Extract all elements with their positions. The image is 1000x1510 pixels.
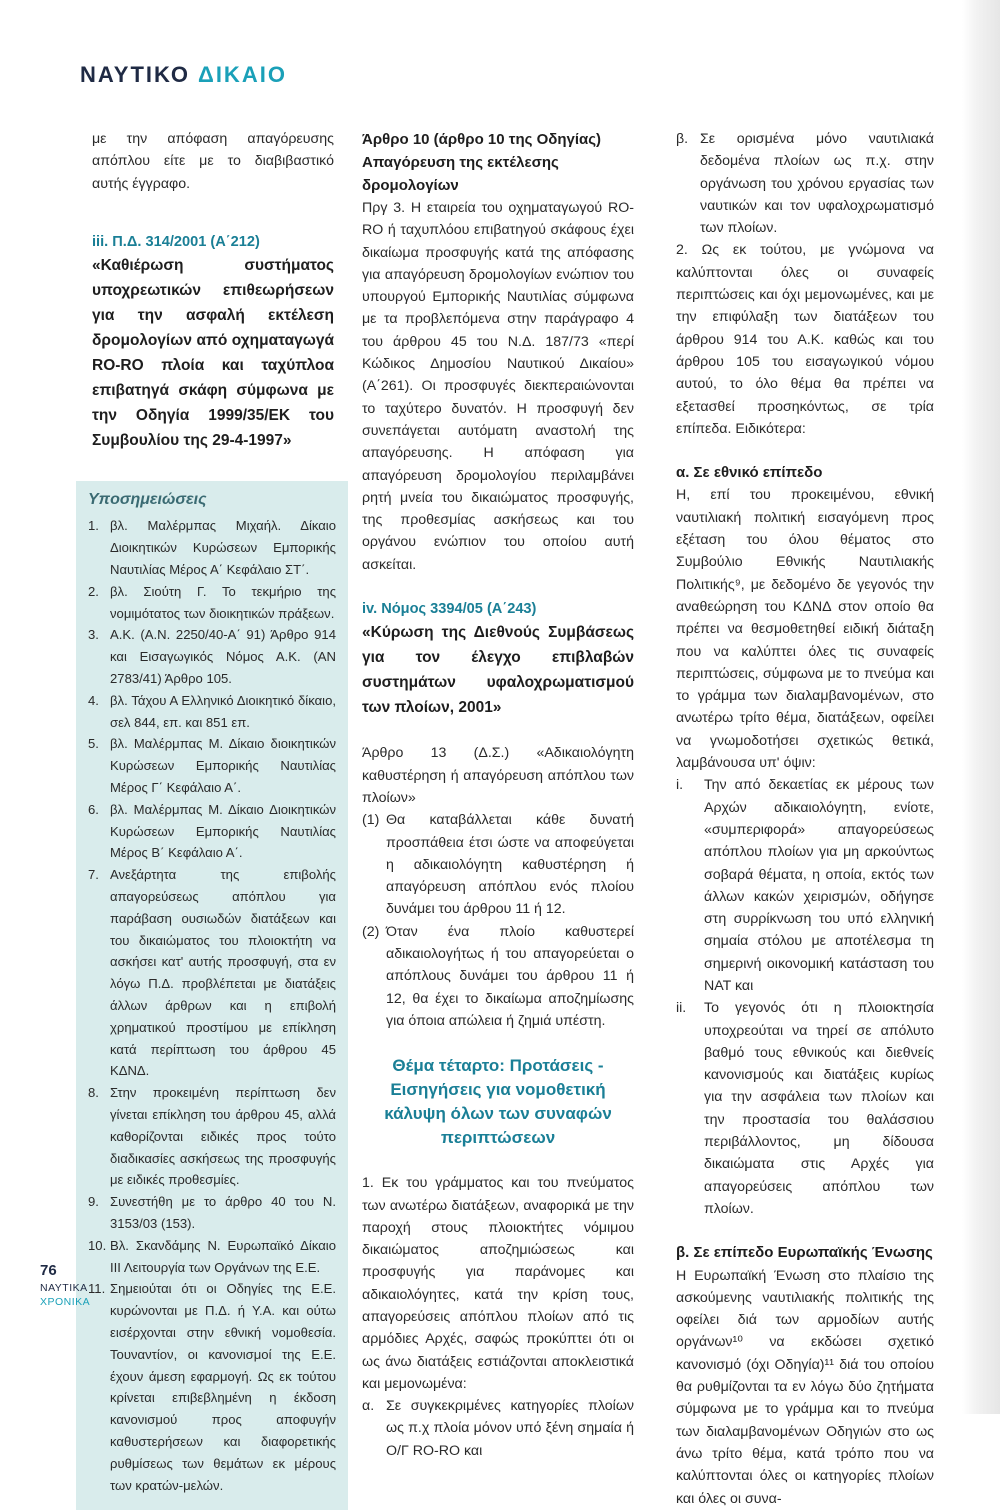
footnote-number: 4. (88, 692, 99, 708)
footnote-text: Βλ. Σκανδάμης Ν. Ευρωπαϊκό Δίκαιο ΙΙΙ Λειτουργία των Οργάνων της Ε.Ε. (110, 1237, 336, 1275)
footnote-item (88, 1278, 336, 1496)
subsection-body-national: Η, επί του προκειμένου, εθνική ναυτιλιακή πολιτική εισαγόμενη προς εξέταση του όλου θέματος στο Συμβούλιο Εθνικής Ναυτιλιακής Πολιτικής⁹, με δεδομένο δε γεγονός την αναθεώρηση του ΚΔΝΔ στον οποίο θα πρέπει να θεσμοθετηθεί ειδική διάταξη που να καλύπτει όλες τις συναφείς περιπτώσεις, σύμφωνα με το πνεύμα και το γράμμα των διαλαμβανομένων, στο ανωτέρω τρίτο θέμα, διατάξεων, οφείλει να γνωμοδοτήσει σχετικώς θετικά, λαμβάνουσα υπ' όψιν: (676, 487, 934, 772)
footnote-text: βλ. Μαλέρμπας Μιχαήλ. Δίκαιο Διοικητικών Κυρώσεων Εμπορικής Ναυτιλίας Μέρος Α΄ Κεφάλαιο ΣΤ΄. (110, 518, 336, 578)
footnote-number: 1. (88, 518, 99, 534)
item-marker: β. (676, 131, 689, 147)
footnote-item (88, 1082, 336, 1191)
footnote-item (88, 515, 336, 580)
footnote-item (88, 864, 336, 1082)
intro-paragraph: με την απόφαση απαγόρευσης απόπλου είτε με το διαβιβαστικό αυτής έγγραφο. (92, 131, 334, 192)
item-text: Το γεγονός ότι η πλοιοκτησία υποχρεούται να τηρεί σε απόλυτο βαθμό τους εθνικούς και διεθνείς κανονισμούς και διατάξεις κυρίως για την ασφάλεια των πλοίων και την προστασία του θαλάσσιου περιβάλλοντος, μη δίδουσα δικαιώματα στις Αρχές για απαγορεύσεις απόπλου των πλοίων. (704, 1000, 934, 1217)
section-heading: Θέμα τέταρτο: Προτάσεις - Εισηγήσεις για νομοθετική κάλυψη όλων των συναφών περιπτώσεων (384, 1056, 612, 1148)
magazine-name-line-2: ΧΡΟΝΙΚΑ (40, 1296, 91, 1308)
law-title: «Καθιέρωση συστήματος υποχρεωτικών επιθεωρήσεων για την ασφαλή εκτέλεση δρομολογίων από οχηματαγωγά RO-RO πλοία και ταχύπλοα επιβατηγά σκάφη σύμφωνα με την Οδηγία 1999/35/ΕΚ του Συμβουλίου της 29-4-1997» (92, 257, 334, 450)
footnotes-box (76, 481, 348, 1510)
item-text: Σε συγκεκριμένες κατηγορίες πλοίων ως π.χ πλοία μόνον υπό ξένη σημαία ή Ο/Γ RO-RO και (386, 1398, 634, 1459)
item-marker: (2) (362, 923, 380, 940)
footnote-text: βλ. Μαλέρμπας Μ. Δίκαιο διοικητικών Κυρώσεων Εμπορικής Ναυτιλίας Μέρος Γ΄ Κεφάλαιο Α΄. (110, 736, 336, 796)
footnote-text: Σημειούται ότι οι Οδηγίες της Ε.Ε. κυρώνονται με Π.Δ. ή Υ.Α. και ούτω εισέρχονται στην εθνική νομοθεσία. Τουναντίον, οι κανονισμοί της Ε.Ε. έχουν άμεση εφαρμογή. Ως εκ τούτου κρίνεται επιβεβλημένη η έκδοση κανονισμού προς αποφυγήν καθυστερήσεων και διαφορετικής ρυθμίσεως των θεμάτων εκ μέρους των κρατών-μελών. (110, 1281, 336, 1493)
item-text: Θα καταβάλλεται κάθε δυνατή προσπάθεια έτσι ώστε να αποφεύγεται η αδικαιολόγητη καθυστέρηση ή απαγόρευση απόπλου ενός πλοίου δυνάμει του άρθρου 11 ή 12. (386, 812, 634, 918)
footnote-number: 5. (88, 736, 99, 752)
section-paragraph: 2. Ως εκ τούτου, με γνώμονα να καλύπτονται όλες οι συναφείς περιπτώσεις και όχι μεμονωμένες, και με την επιφύλαξη των διατάξεων του άρθρου 914 του Α.Κ. καθώς και του άρθρου 105 του εισαγωγικού νόμου αυτού, το όλο θέμα θα πρέπει να εξετασθεί προσηκόντως, σε τρία επίπεδα. Ειδικότερα: (676, 242, 934, 437)
magazine-name-line-1: ΝΑΥΤΙΚΑ (40, 1282, 88, 1294)
list-item (676, 774, 934, 997)
footnote-text: βλ. Σιούτη Γ. Το τεκμήριο της νομιμότατος των διοικητικών πράξεων. (110, 583, 336, 621)
page-edge-shadow (962, 0, 1000, 1414)
item-marker: i. (676, 777, 684, 794)
page-header (80, 62, 287, 88)
article-13-heading: Άρθρο 13 (Δ.Σ.) «Αδικαιολόγητη καθυστέρηση ή απαγόρευση απόπλου των πλοίων» (362, 745, 634, 806)
footnote-item (88, 624, 336, 689)
item-marker: α. (362, 1398, 375, 1415)
page-number: 76 (40, 1262, 57, 1279)
footnote-item (88, 799, 336, 864)
subsection-body-eu: Η Ευρωπαϊκή Ένωση στο πλαίσιο της ασκούμενης ναυτιλιακής πολιτικής της οφείλει διά των αρμοδίων αυτής οργάνων¹⁰ να εκδώσει σχετικό κανονισμό (όχι Οδηγία)¹¹ διά του οποίου θα ρυθμίζονται τα εν λόγω δύο ζητήματα σύμφωνα με το γράμμα και το πνεύμα των διαλαμβανομένων Οδηγιών στο ως άνω τρίτο θέμα, κατά τρόπο που να καλύπτονται όλες οι κατηγορίες πλοίων και όλες οι συνα- (676, 1267, 934, 1507)
list-item (362, 1395, 634, 1462)
footnote-item (88, 1235, 336, 1279)
footnote-text: Α.Κ. (Α.Ν. 2250/40-Α΄ 91) Άρθρο 914 και Εισαγωγικός Νόμος Α.Κ. (ΑΝ 2783/41) Άρθρο 105. (110, 627, 336, 687)
item-text: Την από δεκαετίας εκ μέρους των Αρχών αδικαιολόγητη, ενίοτε, «συμπεριφορά» απαγορεύσεως απόπλου πλοίων για μη αρκούντως σοβαρά θέματα, η οποία, εκτός των άλλων κακών χειρισμών, οδήγησε στη συρρίκνωση του υπό ελληνική σημαία στόλου με αποτέλεσμα τη σημερινή οικονομική κατάσταση του ΝΑΤ και (704, 777, 934, 994)
article-10-heading: Άρθρο 10 (άρθρο 10 της Οδηγίας) Απαγόρευση της εκτέλεσης δρομολογίων (362, 131, 602, 194)
footnote-text: Ανεξάρτητα της επιβολής απαγορεύσεως απόπλου για παράβαση ουσιωδών διατάξεων και του δικαιώματος του πλοιοκτήτη να ασκήσει κατ' αυτής προσφυγή, στα εν λόγω Π.Δ. προβλέπεται με διατάξεις άλλων άρθρων και η επιβολή χρηματικού προστίμου με επίκληση κατά περίπτωση του άρθρου 45 ΚΔΝΔ. (110, 867, 336, 1079)
footnote-text: βλ. Τάχου Α Ελληνικό Διοικητικό δίκαιο, σελ 844, επ. και 851 επ. (110, 692, 336, 730)
footnote-item (88, 581, 336, 625)
item-text: Όταν ένα πλοίο καθυστερεί αδικαιολογήτως ή του απαγορεύεται ο απόπλους δυνάμει του άρθρου 11 ή 12, θα έχει το δικαίωμα αποζημίωσης για όποια απώλεια ή ζημιά υπέστη. (386, 923, 634, 1029)
list-item (676, 128, 934, 239)
footnote-number: 3. (88, 627, 99, 643)
footnote-text: Συνεστήθη με το άρθρο 40 του Ν. 3153/03 (153). (110, 1194, 336, 1231)
footnote-text: Στην προκειμένη περίπτωση δεν γίνεται επίκληση του άρθρου 45, αλλά καθορίζονται ειδικές προς τούτο διαδικασίες ασκήσεως της προσφυγής με ειδικές προθεσμίες. (110, 1085, 336, 1188)
footnotes-title: Υποσημειώσεις (88, 491, 207, 509)
article-10-body: Πργ 3. Η εταιρεία του οχηματαγωγού RO-RO ή ταχυπλόου επιβατηγού σκάφους έχει δικαίωμα προσφυγής κατά της απόφασης για απαγόρευση δρομολογίων ενώπιον του υπουργού Εμπορικής Ναυτιλίας σύμφωνα με τα προβλεπόμενα στην παράγραφο 4 του άρθρου 45 του Ν.Δ. 187/73 «περί Κώδικος Δημοσίου Ναυτικού Δικαίου» (Α΄261). Οι προσφυγές διεκπεραιώνονται το ταχύτερο δυνατόν. Η προσφυγή δεν συνεπάγεται αυτόματη αναστολή της απαγόρευσης. Η απόφαση για απαγόρευση δρομολογίου περιλαμβάνει ρητή μνεία του δικαιώματος προσφυγής, της προθεσμίας ασκήσεως και του οργάνου ενώπιον του οποίου αυτή ασκείται. (362, 200, 634, 573)
column-middle (362, 128, 634, 1462)
footnote-text: βλ. Μαλέρμπας Μ. Δίκαιο Διοικητικών Κυρώσεων Εμπορικής Ναυτιλίας Μέρος Β΄ Κεφάλαιο Α΄. (110, 801, 336, 861)
footnote-number: 10. (88, 1237, 107, 1253)
column-right (676, 128, 934, 1510)
law-reference: iv. Νόμος 3394/05 (Α΄243) (362, 601, 537, 618)
item-marker: ii. (676, 1000, 687, 1017)
paragraph-item (362, 809, 634, 920)
header-word-2: ΔΙΚΑΙΟ (198, 62, 287, 87)
footnote-item (88, 690, 336, 734)
subsection-heading-eu: β. Σε επίπεδο Ευρωπαϊκής Ένωσης (676, 1244, 933, 1262)
footnote-number: 11. (88, 1281, 106, 1297)
footnote-item (88, 733, 336, 798)
footnote-number: 7. (88, 867, 99, 883)
footnote-number: 9. (88, 1194, 99, 1210)
item-marker: (1) (362, 812, 380, 829)
footnote-number: 6. (88, 801, 99, 817)
footnote-number: 2. (88, 583, 99, 599)
header-word-1: ΝΑΥΤΙΚΟ (80, 62, 190, 87)
column-left (88, 128, 336, 1510)
footnote-item (88, 1191, 336, 1235)
law-reference: iii. Π.Δ. 314/2001 (Α΄212) (92, 233, 260, 250)
list-item (676, 997, 934, 1220)
section-paragraph: 1. Εκ του γράμματος και του πνεύματος των ανωτέρω διατάξεων, αναφορικά με την παροχή στους πλοιοκτήτες νόμιμου δικαιώματος αποζημιώσεως και προσφυγής για παράνομες και αδικαιολόγητες, κατά την κρίση τους, απαγορεύσεις απόπλου πλοίων από τις αρμόδιες Αρχές, σαφώς προκύπτει ότι οι ως άνω διατάξεις εστιάζονται αποκλειστικά και μεμονωμένα: (362, 1175, 634, 1392)
law-title: «Κύρωση της Διεθνούς Συμβάσεως για τον έλεγχο επιβλαβών συστημάτων υφαλοχρωματισμού των πλοίων, 2001» (362, 624, 634, 717)
item-text: Σε ορισμένα μόνο ναυτιλιακά δεδομένα πλοίων ως π.χ. στην οργάνωση του χρόνου εργασίας των ναυτικών και τον υφαλοχρωματισμό των πλοίων. (700, 131, 934, 237)
footnote-number: 8. (88, 1085, 99, 1101)
subsection-heading-national: α. Σε εθνικό επίπεδο (676, 464, 823, 482)
paragraph-item (362, 921, 634, 1032)
